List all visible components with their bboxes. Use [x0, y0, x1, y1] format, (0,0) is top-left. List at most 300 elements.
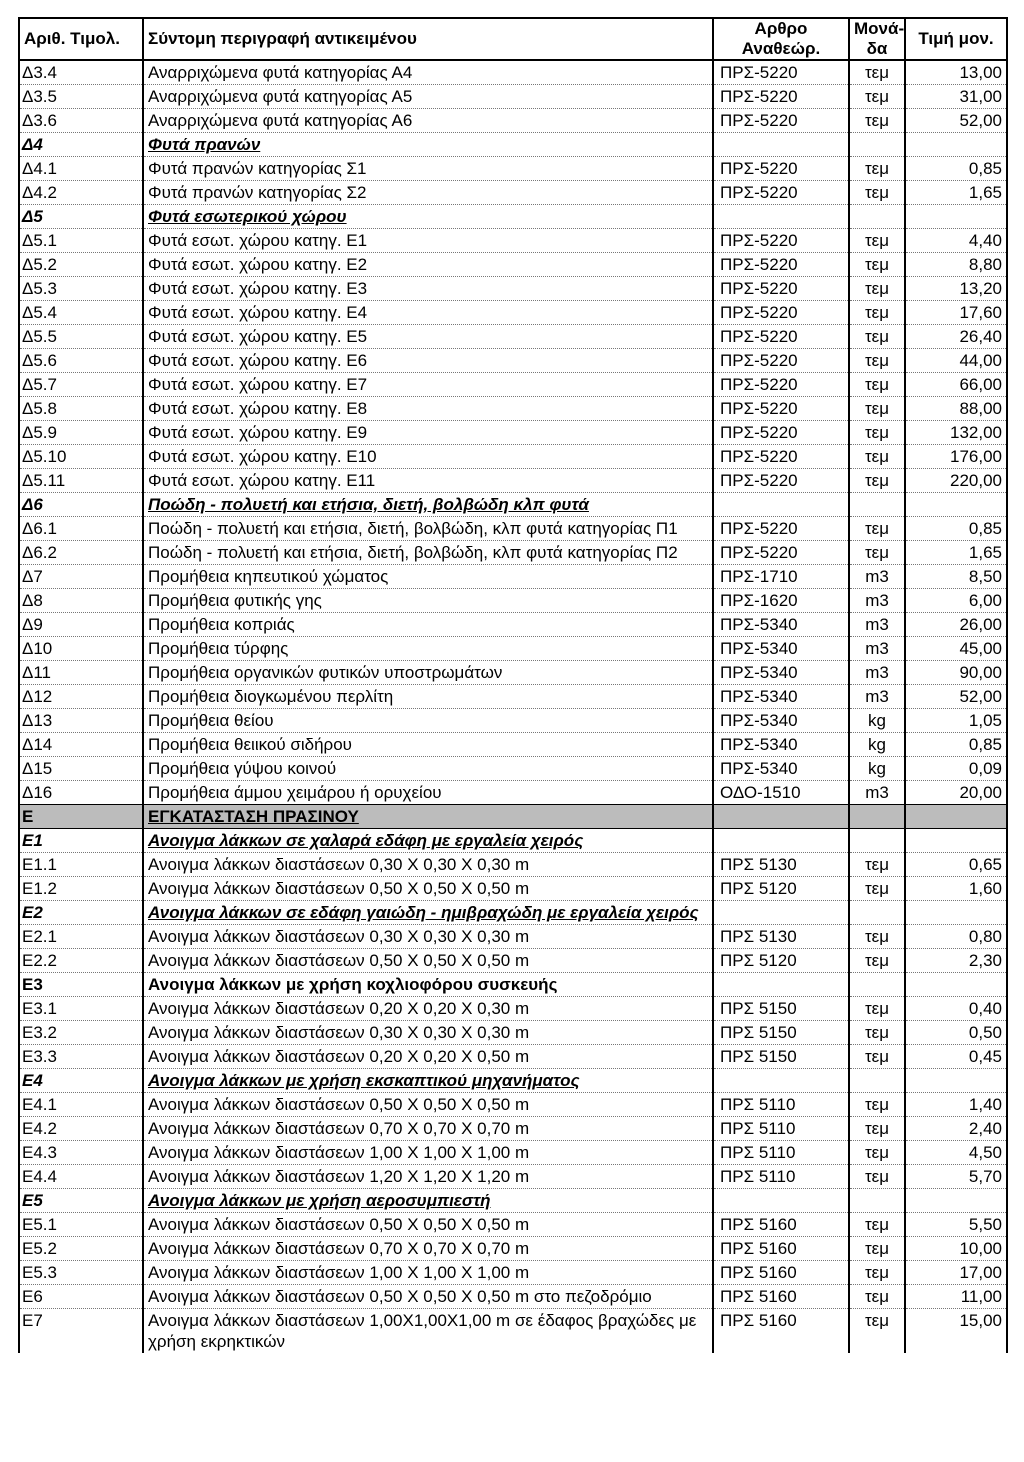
row-price: 0,85 [905, 733, 1007, 757]
row-article: ΠΡΣ-5220 [713, 517, 849, 541]
row-price: 66,00 [905, 373, 1007, 397]
row-description: Ανοιγμα λάκκων διαστάσεων 0,50 Χ 0,50 Χ 0,50 m [143, 1093, 713, 1117]
row-code: Δ15 [19, 757, 143, 781]
table-row [19, 733, 1007, 757]
row-code: Δ5 [19, 205, 143, 229]
row-price [905, 1069, 1007, 1093]
row-article: ΠΡΣ-5220 [713, 445, 849, 469]
table-row [19, 1021, 1007, 1045]
row-description: Φυτά εσωτ. χώρου κατηγ. Ε7 [143, 373, 713, 397]
row-unit: τεμ [849, 853, 905, 877]
row-article [713, 1069, 849, 1093]
row-code: Ε4.4 [19, 1165, 143, 1189]
row-description: Φυτά εσωτ. χώρου κατηγ. Ε4 [143, 301, 713, 325]
row-code: Ε5.2 [19, 1237, 143, 1261]
row-price [905, 1189, 1007, 1213]
row-article [713, 805, 849, 829]
row-description: Ανοιγμα λάκκων σε εδάφη γαιώδη - ημιβραχώδη με εργαλεία χειρός [143, 901, 713, 925]
row-price: 90,00 [905, 661, 1007, 685]
row-price: 0,50 [905, 1021, 1007, 1045]
row-code: Ε5.1 [19, 1213, 143, 1237]
row-article: ΠΡΣ 5130 [713, 925, 849, 949]
row-unit: τεμ [849, 877, 905, 901]
row-article [713, 133, 849, 157]
table-row [19, 517, 1007, 541]
group-row [19, 1189, 1007, 1213]
table-row [19, 1045, 1007, 1069]
row-description: Φυτά εσωτ. χώρου κατηγ. Ε9 [143, 421, 713, 445]
row-description: Αναρριχώμενα φυτά κατηγορίας Α6 [143, 109, 713, 133]
row-unit: τεμ [849, 1213, 905, 1237]
row-code: Ε [19, 805, 143, 829]
row-article: ΠΡΣ-5220 [713, 325, 849, 349]
row-article: ΠΡΣ-5340 [713, 685, 849, 709]
row-description: Ανοιγμα λάκκων με χρήση αεροσυμπιεστή [143, 1189, 713, 1213]
row-code: Δ5.2 [19, 253, 143, 277]
header-description: Σύντομη περιγραφή αντικειμένου [143, 18, 713, 60]
row-price: 1,40 [905, 1093, 1007, 1117]
group-row [19, 829, 1007, 853]
row-code: Ε7 [19, 1309, 143, 1354]
row-unit [849, 1069, 905, 1093]
row-description: Ανοιγμα λάκκων διαστάσεων 0,50 Χ 0,50 Χ 0,50 m [143, 1213, 713, 1237]
table-row [19, 1141, 1007, 1165]
row-unit: τεμ [849, 541, 905, 565]
row-article: ΠΡΣ 5150 [713, 1045, 849, 1069]
row-unit: m3 [849, 613, 905, 637]
row-code: Δ5.9 [19, 421, 143, 445]
table-row [19, 1309, 1007, 1354]
header-unit: Μονά- δα [849, 18, 905, 60]
header-article: Αρθρο Αναθεώρ. [713, 18, 849, 60]
row-article: ΠΡΣ-5220 [713, 229, 849, 253]
row-article: ΠΡΣ-5220 [713, 181, 849, 205]
row-unit: τεμ [849, 349, 905, 373]
row-description: Φυτά εσωτ. χώρου κατηγ. Ε2 [143, 253, 713, 277]
row-article: ΠΡΣ 5160 [713, 1213, 849, 1237]
row-price: 44,00 [905, 349, 1007, 373]
table-row [19, 997, 1007, 1021]
row-unit [849, 493, 905, 517]
table-row [19, 757, 1007, 781]
row-article: ΠΡΣ-5220 [713, 421, 849, 445]
row-unit: τεμ [849, 1045, 905, 1069]
row-description: Προμήθεια τύρφης [143, 637, 713, 661]
row-article [713, 829, 849, 853]
row-unit: m3 [849, 637, 905, 661]
row-description: Φυτά εσωτ. χώρου κατηγ. Ε8 [143, 397, 713, 421]
row-price [905, 133, 1007, 157]
row-description: Φυτά εσωτ. χώρου κατηγ. Ε3 [143, 277, 713, 301]
table-row [19, 301, 1007, 325]
row-code: Ε3.2 [19, 1021, 143, 1045]
row-unit: τεμ [849, 1093, 905, 1117]
table-row [19, 541, 1007, 565]
row-article: ΠΡΣ 5160 [713, 1261, 849, 1285]
table-row [19, 565, 1007, 589]
row-article: ΠΡΣ-5220 [713, 60, 849, 85]
row-price: 220,00 [905, 469, 1007, 493]
row-description: Ανοιγμα λάκκων διαστάσεων 0,50 Χ 0,50 Χ 0,50 m στο πεζοδρόμιο [143, 1285, 713, 1309]
row-description: Φυτά πρανών [143, 133, 713, 157]
row-unit: τεμ [849, 325, 905, 349]
row-description: Προμήθεια κηπευτικού χώματος [143, 565, 713, 589]
row-price: 26,00 [905, 613, 1007, 637]
row-code: Δ5.10 [19, 445, 143, 469]
row-code: Ε2.2 [19, 949, 143, 973]
row-article [713, 901, 849, 925]
row-price: 52,00 [905, 685, 1007, 709]
row-code: Ε3.1 [19, 997, 143, 1021]
row-description: Ανοιγμα λάκκων σε χαλαρά εδάφη με εργαλεία χειρός [143, 829, 713, 853]
row-price [905, 805, 1007, 829]
table-row [19, 685, 1007, 709]
row-unit: τεμ [849, 157, 905, 181]
row-unit: τεμ [849, 85, 905, 109]
row-unit: τεμ [849, 181, 905, 205]
row-description: Ποώδη - πολυετή και ετήσια, διετή, βολβώδη, κλπ φυτά κατηγορίας Π1 [143, 517, 713, 541]
row-price: 13,20 [905, 277, 1007, 301]
table-body [19, 60, 1007, 1353]
row-price: 10,00 [905, 1237, 1007, 1261]
row-description: Ανοιγμα λάκκων διαστάσεων 0,70 Χ 0,70 Χ 0,70 m [143, 1117, 713, 1141]
row-unit: τεμ [849, 109, 905, 133]
row-unit [849, 205, 905, 229]
row-article: ΠΡΣ-5340 [713, 637, 849, 661]
row-code: Δ5.4 [19, 301, 143, 325]
row-article: ΠΡΣ-5220 [713, 109, 849, 133]
row-code: Δ5.11 [19, 469, 143, 493]
row-code: Ε3.3 [19, 1045, 143, 1069]
row-price: 52,00 [905, 109, 1007, 133]
row-description: Ανοιγμα λάκκων διαστάσεων 0,50 Χ 0,50 Χ 0,50 m [143, 949, 713, 973]
row-price: 45,00 [905, 637, 1007, 661]
row-article: ΠΡΣ-5220 [713, 277, 849, 301]
table-row [19, 445, 1007, 469]
row-price: 4,40 [905, 229, 1007, 253]
row-unit: τεμ [849, 1285, 905, 1309]
table-row [19, 229, 1007, 253]
row-price: 4,50 [905, 1141, 1007, 1165]
price-table [18, 17, 1008, 1353]
group-row [19, 1069, 1007, 1093]
row-description: Ανοιγμα λάκκων διαστάσεων 1,00 Χ 1,00 Χ 1,00 m [143, 1141, 713, 1165]
row-article: ΠΡΣ-5340 [713, 661, 849, 685]
row-price: 2,30 [905, 949, 1007, 973]
row-unit: τεμ [849, 517, 905, 541]
row-description: Ποώδη - πολυετή και ετήσια, διετή, βολβώδη, κλπ φυτά κατηγορίας Π2 [143, 541, 713, 565]
row-article: ΠΡΣ-5220 [713, 373, 849, 397]
row-description: Ποώδη - πολυετή και ετήσια, διετή, βολβώδη κλπ φυτά [143, 493, 713, 517]
row-description: Προμήθεια θειικού σιδήρου [143, 733, 713, 757]
table-row [19, 1093, 1007, 1117]
row-description: Αναρριχώμενα φυτά κατηγορίας Α4 [143, 60, 713, 85]
row-price: 0,09 [905, 757, 1007, 781]
row-code: Δ5.3 [19, 277, 143, 301]
row-unit [849, 901, 905, 925]
row-article: ΠΡΣ-5220 [713, 541, 849, 565]
row-article: ΠΡΣ-1710 [713, 565, 849, 589]
row-unit [849, 805, 905, 829]
row-unit: τεμ [849, 1165, 905, 1189]
row-article: ΟΔΟ-1510 [713, 781, 849, 805]
row-description: Φυτά εσωτ. χώρου κατηγ. Ε11 [143, 469, 713, 493]
row-code: Δ5.1 [19, 229, 143, 253]
row-description: Φυτά πρανών κατηγορίας Σ1 [143, 157, 713, 181]
row-price: 11,00 [905, 1285, 1007, 1309]
row-price [905, 829, 1007, 853]
row-description: Φυτά εσωτ. χώρου κατηγ. Ε10 [143, 445, 713, 469]
row-code: Δ12 [19, 685, 143, 709]
table-row [19, 1261, 1007, 1285]
table-row [19, 60, 1007, 85]
row-code: Ε4 [19, 1069, 143, 1093]
table-row [19, 853, 1007, 877]
row-article: ΠΡΣ 5150 [713, 1021, 849, 1045]
row-description: Φυτά εσωτ. χώρου κατηγ. Ε5 [143, 325, 713, 349]
row-unit: τεμ [849, 1141, 905, 1165]
row-description: Ανοιγμα λάκκων με χρήση εκσκαπτικού μηχανήματος [143, 1069, 713, 1093]
row-description: Προμήθεια θείου [143, 709, 713, 733]
row-description: Προμήθεια άμμου χειμάρου ή ορυχείου [143, 781, 713, 805]
row-unit: τεμ [849, 1117, 905, 1141]
row-article: ΠΡΣ-5220 [713, 469, 849, 493]
row-code: Δ4 [19, 133, 143, 157]
table-row [19, 349, 1007, 373]
row-article: ΠΡΣ 5130 [713, 853, 849, 877]
row-code: Δ6.1 [19, 517, 143, 541]
table-row [19, 877, 1007, 901]
row-code: Ε5 [19, 1189, 143, 1213]
row-price [905, 901, 1007, 925]
row-unit: τεμ [849, 997, 905, 1021]
row-code: Ε1.1 [19, 853, 143, 877]
row-description: Ανοιγμα λάκκων διαστάσεων 0,30 Χ 0,30 Χ 0,30 m [143, 925, 713, 949]
row-unit: τεμ [849, 397, 905, 421]
row-price: 132,00 [905, 421, 1007, 445]
row-price: 0,45 [905, 1045, 1007, 1069]
row-price: 1,60 [905, 877, 1007, 901]
row-article: ΠΡΣ-5220 [713, 397, 849, 421]
table-row [19, 1165, 1007, 1189]
row-article: ΠΡΣ 5110 [713, 1141, 849, 1165]
group-row [19, 901, 1007, 925]
row-price: 13,00 [905, 60, 1007, 85]
row-code: Δ5.8 [19, 397, 143, 421]
group-row [19, 205, 1007, 229]
row-article [713, 493, 849, 517]
row-article: ΠΡΣ 5120 [713, 877, 849, 901]
row-article: ΠΡΣ 5120 [713, 949, 849, 973]
row-unit: m3 [849, 589, 905, 613]
row-code: Δ6.2 [19, 541, 143, 565]
table-row [19, 613, 1007, 637]
row-unit: τεμ [849, 1261, 905, 1285]
row-unit [849, 973, 905, 997]
row-unit: m3 [849, 781, 905, 805]
row-unit: τεμ [849, 1021, 905, 1045]
row-code: Ε2 [19, 901, 143, 925]
row-unit: τεμ [849, 445, 905, 469]
row-price: 17,60 [905, 301, 1007, 325]
row-price: 88,00 [905, 397, 1007, 421]
table-row [19, 925, 1007, 949]
table-row [19, 325, 1007, 349]
row-article: ΠΡΣ-5220 [713, 349, 849, 373]
row-article [713, 205, 849, 229]
table-row [19, 253, 1007, 277]
row-unit: m3 [849, 661, 905, 685]
row-description: Αναρριχώμενα φυτά κατηγορίας Α5 [143, 85, 713, 109]
row-description: Προμήθεια οργανικών φυτικών υποστρωμάτων [143, 661, 713, 685]
table-row [19, 85, 1007, 109]
row-code: Ε4.3 [19, 1141, 143, 1165]
header-code: Αριθ. Τιμολ. [19, 18, 143, 60]
row-unit: kg [849, 709, 905, 733]
row-article [713, 1189, 849, 1213]
row-code: Δ16 [19, 781, 143, 805]
table-row [19, 397, 1007, 421]
row-price: 0,40 [905, 997, 1007, 1021]
row-code: Δ11 [19, 661, 143, 685]
row-code: Ε2.1 [19, 925, 143, 949]
table-row [19, 661, 1007, 685]
table-row [19, 709, 1007, 733]
row-price: 2,40 [905, 1117, 1007, 1141]
row-unit: τεμ [849, 925, 905, 949]
header-row [19, 18, 1007, 60]
row-unit: τεμ [849, 229, 905, 253]
row-unit: kg [849, 733, 905, 757]
row-price: 8,50 [905, 565, 1007, 589]
row-price: 0,85 [905, 157, 1007, 181]
row-price: 31,00 [905, 85, 1007, 109]
row-unit: m3 [849, 565, 905, 589]
row-unit: τεμ [849, 253, 905, 277]
table-row [19, 1237, 1007, 1261]
table-row [19, 373, 1007, 397]
row-article: ΠΡΣ-5340 [713, 709, 849, 733]
group-row [19, 493, 1007, 517]
row-description: Φυτά εσωτ. χώρου κατηγ. Ε6 [143, 349, 713, 373]
row-code: Ε1 [19, 829, 143, 853]
row-unit: kg [849, 757, 905, 781]
row-unit: τεμ [849, 421, 905, 445]
table-row [19, 277, 1007, 301]
row-code: Ε1.2 [19, 877, 143, 901]
row-article: ΠΡΣ 5110 [713, 1165, 849, 1189]
table-row [19, 589, 1007, 613]
row-price: 6,00 [905, 589, 1007, 613]
table-row [19, 157, 1007, 181]
row-description: Ανοιγμα λάκκων διαστάσεων 0,50 Χ 0,50 Χ 0,50 m [143, 877, 713, 901]
row-description: Ανοιγμα λάκκων διαστάσεων 1,00 Χ 1,00 Χ 1,00 m [143, 1261, 713, 1285]
row-description: Ανοιγμα λάκκων διαστάσεων 0,70 Χ 0,70 Χ 0,70 m [143, 1237, 713, 1261]
table-row [19, 421, 1007, 445]
row-price: 1,65 [905, 541, 1007, 565]
row-unit [849, 133, 905, 157]
row-unit: τεμ [849, 1309, 905, 1354]
row-article: ΠΡΣ 5160 [713, 1285, 849, 1309]
row-unit: τεμ [849, 949, 905, 973]
row-description: Ανοιγμα λάκκων διαστάσεων 0,20 Χ 0,20 Χ 0,30 m [143, 997, 713, 1021]
row-unit: τεμ [849, 1237, 905, 1261]
row-price: 176,00 [905, 445, 1007, 469]
row-price: 0,65 [905, 853, 1007, 877]
row-description: Ανοιγμα λάκκων με χρήση κοχλιοφόρου συσκευής [143, 973, 713, 997]
row-price: 15,00 [905, 1309, 1007, 1354]
row-article: ΠΡΣ-5220 [713, 85, 849, 109]
row-code: Δ7 [19, 565, 143, 589]
section-row [19, 805, 1007, 829]
row-code: Δ3.6 [19, 109, 143, 133]
row-code: Δ8 [19, 589, 143, 613]
row-description: Προμήθεια φυτικής γης [143, 589, 713, 613]
row-code: Δ3.5 [19, 85, 143, 109]
row-unit: τεμ [849, 469, 905, 493]
row-code: Δ5.5 [19, 325, 143, 349]
row-description: Φυτά εσωτ. χώρου κατηγ. Ε1 [143, 229, 713, 253]
row-price: 5,70 [905, 1165, 1007, 1189]
table-row [19, 181, 1007, 205]
row-price: 8,80 [905, 253, 1007, 277]
row-price [905, 973, 1007, 997]
table-row [19, 949, 1007, 973]
header-price: Τιμή μον. [905, 18, 1007, 60]
row-code: Δ3.4 [19, 60, 143, 85]
row-code: Ε4.1 [19, 1093, 143, 1117]
row-unit [849, 829, 905, 853]
row-description: Προμήθεια γύψου κοινού [143, 757, 713, 781]
row-code: Δ6 [19, 493, 143, 517]
row-unit: τεμ [849, 373, 905, 397]
row-price: 17,00 [905, 1261, 1007, 1285]
table-row [19, 781, 1007, 805]
row-code: Δ4.1 [19, 157, 143, 181]
group-row [19, 133, 1007, 157]
row-price: 5,50 [905, 1213, 1007, 1237]
table-row [19, 109, 1007, 133]
row-unit: τεμ [849, 301, 905, 325]
row-description: Ανοιγμα λάκκων διαστάσεων 1,00Χ1,00Χ1,00 m σε έδαφος βραχώδες με χρήση εκρηκτικών [143, 1309, 713, 1354]
row-price: 0,80 [905, 925, 1007, 949]
row-article: ΠΡΣ-5340 [713, 757, 849, 781]
row-article: ΠΡΣ 5160 [713, 1309, 849, 1354]
row-code: Δ13 [19, 709, 143, 733]
row-unit: τεμ [849, 60, 905, 85]
row-code: Ε3 [19, 973, 143, 997]
row-code: Δ10 [19, 637, 143, 661]
row-description: Προμήθεια διογκωμένου περλίτη [143, 685, 713, 709]
row-article [713, 973, 849, 997]
row-description: Ανοιγμα λάκκων διαστάσεων 0,30 Χ 0,30 Χ 0,30 m [143, 1021, 713, 1045]
row-code: Δ5.6 [19, 349, 143, 373]
row-description: Προμήθεια κοπριάς [143, 613, 713, 637]
row-code: Ε4.2 [19, 1117, 143, 1141]
row-article: ΠΡΣ 5160 [713, 1237, 849, 1261]
row-price [905, 493, 1007, 517]
row-code: Δ14 [19, 733, 143, 757]
row-price [905, 205, 1007, 229]
table-row [19, 1285, 1007, 1309]
row-unit: m3 [849, 685, 905, 709]
row-description: Ανοιγμα λάκκων διαστάσεων 1,20 Χ 1,20 Χ 1,20 m [143, 1165, 713, 1189]
row-price: 20,00 [905, 781, 1007, 805]
row-code: Δ4.2 [19, 181, 143, 205]
row-description: ΕΓΚΑΤΑΣΤΑΣΗ ΠΡΑΣΙΝΟΥ [143, 805, 713, 829]
row-article: ΠΡΣ-5220 [713, 301, 849, 325]
row-code: Ε6 [19, 1285, 143, 1309]
